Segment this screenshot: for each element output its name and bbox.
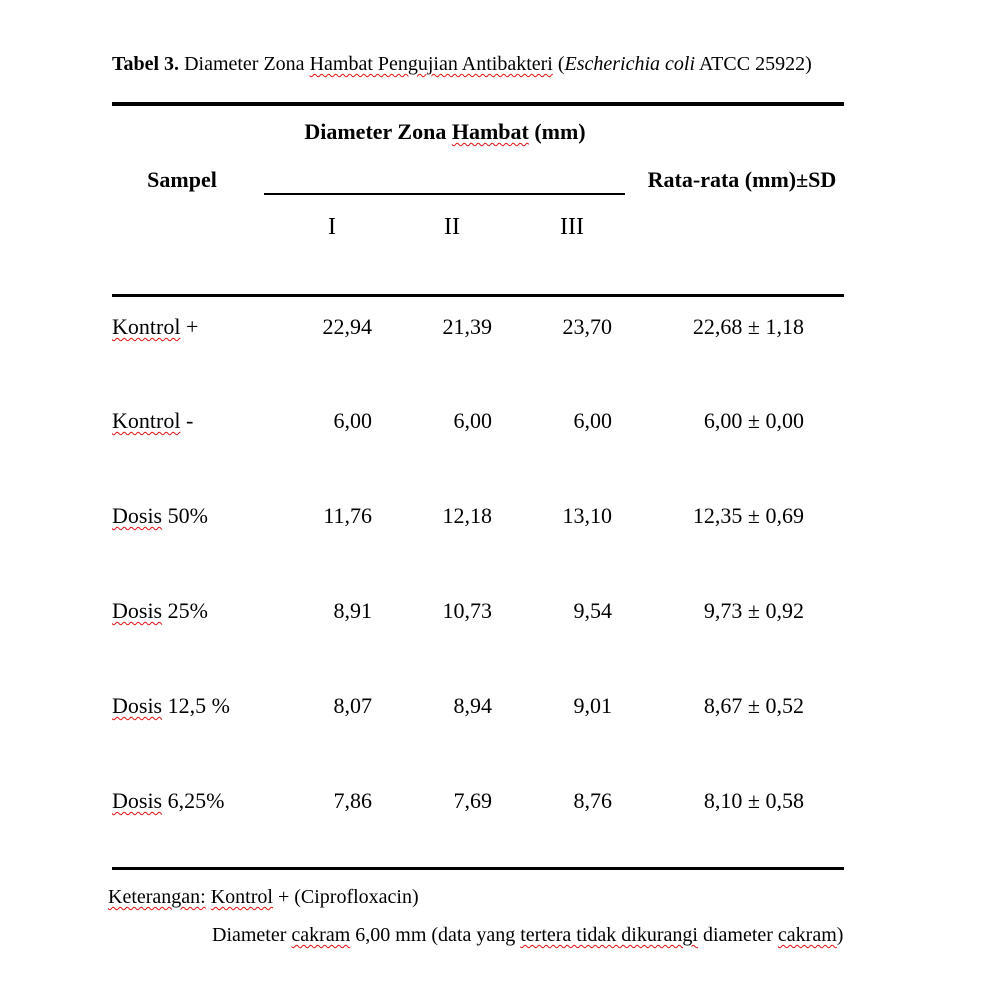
cell-sample <box>112 691 262 721</box>
sample-dose: 50% <box>162 503 208 528</box>
sample-dose: 25% <box>162 598 208 623</box>
header-bottom-rule <box>112 294 844 297</box>
cell-replicate-1-value: 6,00 <box>333 408 372 433</box>
footnote-text: ) <box>836 924 844 946</box>
cell-replicate-2-value: 10,73 <box>442 598 492 623</box>
sample-name: Dosis <box>112 788 163 813</box>
cell-replicate-3 <box>512 312 612 342</box>
sample-dose: - <box>180 408 194 433</box>
sample-name: Kontrol <box>112 408 181 433</box>
replicate-label: II <box>444 214 460 240</box>
cell-mean-sd-value: 6,00 ± 0,00 <box>703 408 804 433</box>
header-group-spell: Hambat <box>451 119 529 144</box>
cell-replicate-1 <box>272 312 372 342</box>
header-sample <box>112 166 252 194</box>
table-row <box>0 691 1000 731</box>
cell-replicate-2-value: 12,18 <box>442 503 492 528</box>
replicate-label: I <box>328 214 336 240</box>
cell-replicate-1-value: 7,86 <box>333 788 372 813</box>
cell-replicate-3 <box>512 596 612 626</box>
cell-mean-sd-value: 22,68 ± 1,18 <box>692 314 804 339</box>
header-replicate-1 <box>292 212 372 242</box>
cell-replicate-3 <box>512 501 612 531</box>
caption-organism: Escherichia coli <box>564 53 696 75</box>
cell-mean-sd-value: 12,35 ± 0,69 <box>692 503 804 528</box>
replicate-label: III <box>560 214 584 240</box>
cell-replicate-1 <box>272 691 372 721</box>
cell-mean-sd-value: 8,10 ± 0,58 <box>703 788 804 813</box>
footnote-text: 6,00 mm (data yang <box>350 924 521 946</box>
table-row <box>0 786 1000 826</box>
table-row <box>0 596 1000 636</box>
sample-dose: 12,5 % <box>162 693 230 718</box>
cell-replicate-3 <box>512 691 612 721</box>
footnote-label: Keterangan: <box>108 886 206 908</box>
sample-dose: 6,25% <box>162 788 225 813</box>
cell-sample <box>112 406 262 436</box>
footnote-control-desc: + (Ciprofloxacin) <box>272 886 419 908</box>
cell-replicate-1-value: 22,94 <box>322 314 372 339</box>
cell-replicate-2-value: 21,39 <box>442 314 492 339</box>
header-group-diameter <box>290 118 600 146</box>
cell-replicate-3 <box>512 406 612 436</box>
footnote-control: Kontrol <box>210 886 273 908</box>
header-sample-text: Sampel <box>147 167 217 192</box>
table-number: Tabel 3. <box>112 53 180 75</box>
table-row <box>0 406 1000 446</box>
footnote-line-1 <box>108 884 888 910</box>
cell-replicate-2-value: 6,00 <box>453 408 492 433</box>
cell-replicate-1-value: 8,91 <box>333 598 372 623</box>
table-row <box>0 312 1000 352</box>
cell-replicate-2 <box>392 786 492 816</box>
footnote-spell: tertera tidak dikurangi <box>520 924 698 946</box>
cell-mean-sd <box>640 786 804 816</box>
cell-sample <box>112 312 262 342</box>
footnote-text: Diameter <box>212 924 292 946</box>
sample-name: Dosis <box>112 503 163 528</box>
header-group-unit: (mm) <box>528 119 586 144</box>
cell-replicate-3-value: 6,00 <box>573 408 612 433</box>
cell-replicate-3-value: 9,54 <box>573 598 612 623</box>
cell-replicate-3-value: 13,10 <box>562 503 612 528</box>
cell-sample <box>112 501 262 531</box>
footnote-text: diameter <box>697 924 778 946</box>
sample-name: Dosis <box>112 598 163 623</box>
cell-replicate-3 <box>512 786 612 816</box>
header-mean-text: Rata-rata (mm)±SD <box>647 167 837 192</box>
cell-replicate-2-value: 7,69 <box>453 788 492 813</box>
cell-replicate-2 <box>392 691 492 721</box>
cell-sample <box>112 786 262 816</box>
cell-replicate-3-value: 8,76 <box>573 788 612 813</box>
cell-replicate-2 <box>392 596 492 626</box>
cell-replicate-1 <box>272 786 372 816</box>
cell-mean-sd <box>640 312 804 342</box>
caption-strain: ATCC 25922) <box>695 53 812 75</box>
cell-mean-sd-value: 9,73 ± 0,92 <box>703 598 804 623</box>
cell-replicate-2 <box>392 312 492 342</box>
cell-replicate-1-value: 11,76 <box>323 503 372 528</box>
sample-dose: + <box>180 314 199 339</box>
cell-sample <box>112 596 262 626</box>
cell-replicate-3-value: 23,70 <box>562 314 612 339</box>
cell-replicate-2-value: 8,94 <box>453 693 492 718</box>
caption-text-spellcheck: Hambat Pengujian Antibakteri <box>309 53 553 75</box>
caption-text: Diameter Zona <box>184 53 310 75</box>
table-caption <box>112 52 852 76</box>
header-replicate-2 <box>412 212 492 242</box>
footnote-spell: cakram <box>777 924 837 946</box>
cell-mean-sd <box>640 501 804 531</box>
table-bottom-rule <box>112 867 844 870</box>
cell-mean-sd-value: 8,67 ± 0,52 <box>703 693 804 718</box>
header-mean-sd <box>640 166 844 194</box>
sample-name: Kontrol <box>112 314 181 339</box>
footnote-spell: cakram <box>291 924 351 946</box>
cell-replicate-1 <box>272 501 372 531</box>
cell-replicate-3-value: 9,01 <box>573 693 612 718</box>
table-top-rule <box>112 102 844 106</box>
cell-replicate-2 <box>392 406 492 436</box>
cell-mean-sd <box>640 596 804 626</box>
sample-name: Dosis <box>112 693 163 718</box>
footnote-line-2 <box>212 922 912 948</box>
cell-mean-sd <box>640 691 804 721</box>
cell-mean-sd <box>640 406 804 436</box>
cell-replicate-2 <box>392 501 492 531</box>
header-group-rule <box>264 193 625 195</box>
caption-paren-open: ( <box>552 53 565 75</box>
cell-replicate-1 <box>272 596 372 626</box>
table-row <box>0 501 1000 541</box>
header-group-text: Diameter Zona <box>304 119 452 144</box>
cell-replicate-1 <box>272 406 372 436</box>
header-replicate-3 <box>532 212 612 242</box>
cell-replicate-1-value: 8,07 <box>333 693 372 718</box>
